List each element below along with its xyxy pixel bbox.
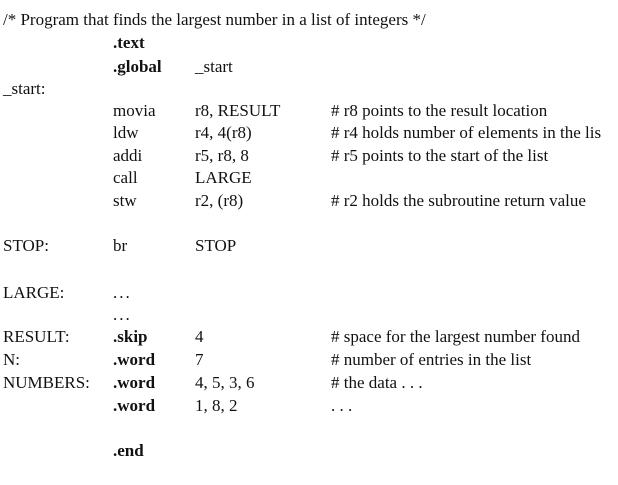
comment: . . .	[331, 396, 353, 415]
code-line-stop	[0, 235, 618, 257]
comment: # number of entries in the list	[331, 350, 532, 369]
code-line-ellipsis	[0, 304, 618, 326]
operands: STOP	[195, 236, 237, 255]
header-comment: /* Program that finds the largest number in a list of integers */	[3, 10, 426, 29]
code-line-result	[0, 326, 618, 348]
instruction: addi	[113, 146, 143, 165]
comment: # space for the largest number found	[331, 327, 580, 346]
operands: r4, 4(r8)	[195, 123, 252, 142]
label: N:	[3, 350, 20, 369]
label: _start:	[3, 79, 46, 98]
operands: LARGE	[195, 168, 252, 187]
code-line-start-label	[0, 78, 618, 100]
operands: _start	[195, 57, 233, 76]
label: STOP:	[3, 236, 49, 255]
code-line-end	[0, 440, 618, 462]
code-line-global-directive	[0, 56, 618, 78]
operands: 4	[195, 327, 204, 346]
label: LARGE:	[3, 283, 65, 302]
directive: .word	[113, 373, 156, 392]
operands: 7	[195, 350, 204, 369]
instruction: movia	[113, 101, 156, 120]
label: NUMBERS:	[3, 373, 90, 392]
code-line-word-continuation	[0, 395, 618, 417]
comment: # r8 points to the result location	[331, 101, 548, 120]
code-line-movia	[0, 100, 618, 122]
directive: .text	[113, 33, 145, 52]
code-line-text-directive	[0, 32, 618, 54]
code-line-large	[0, 282, 618, 304]
comment: # r5 points to the start of the list	[331, 146, 549, 165]
code-line-addi	[0, 145, 618, 167]
label: RESULT:	[3, 327, 70, 346]
operands: 4, 5, 3, 6	[195, 373, 255, 392]
instruction: call	[113, 168, 138, 187]
code-line-ldw	[0, 122, 618, 144]
directive: .end	[113, 441, 144, 460]
code-line-n	[0, 349, 618, 371]
directive: .skip	[113, 327, 148, 346]
instruction: stw	[113, 191, 137, 210]
ellipsis: ...	[113, 283, 132, 302]
operands: r8, RESULT	[195, 101, 281, 120]
instruction: ldw	[113, 123, 139, 142]
directive: .word	[113, 350, 156, 369]
code-line-call	[0, 167, 618, 189]
operands: r2, (r8)	[195, 191, 244, 210]
comment: # the data . . .	[331, 373, 423, 392]
instruction: br	[113, 236, 128, 255]
code-line-stw	[0, 190, 618, 212]
operands: r5, r8, 8	[195, 146, 249, 165]
directive: .word	[113, 396, 156, 415]
comment: # r4 holds number of elements in the lis	[331, 123, 602, 142]
comment: # r2 holds the subroutine return value	[331, 191, 586, 210]
operands: 1, 8, 2	[195, 396, 238, 415]
code-line-numbers	[0, 372, 618, 394]
directive: .global	[113, 57, 162, 76]
ellipsis: ...	[113, 305, 132, 324]
